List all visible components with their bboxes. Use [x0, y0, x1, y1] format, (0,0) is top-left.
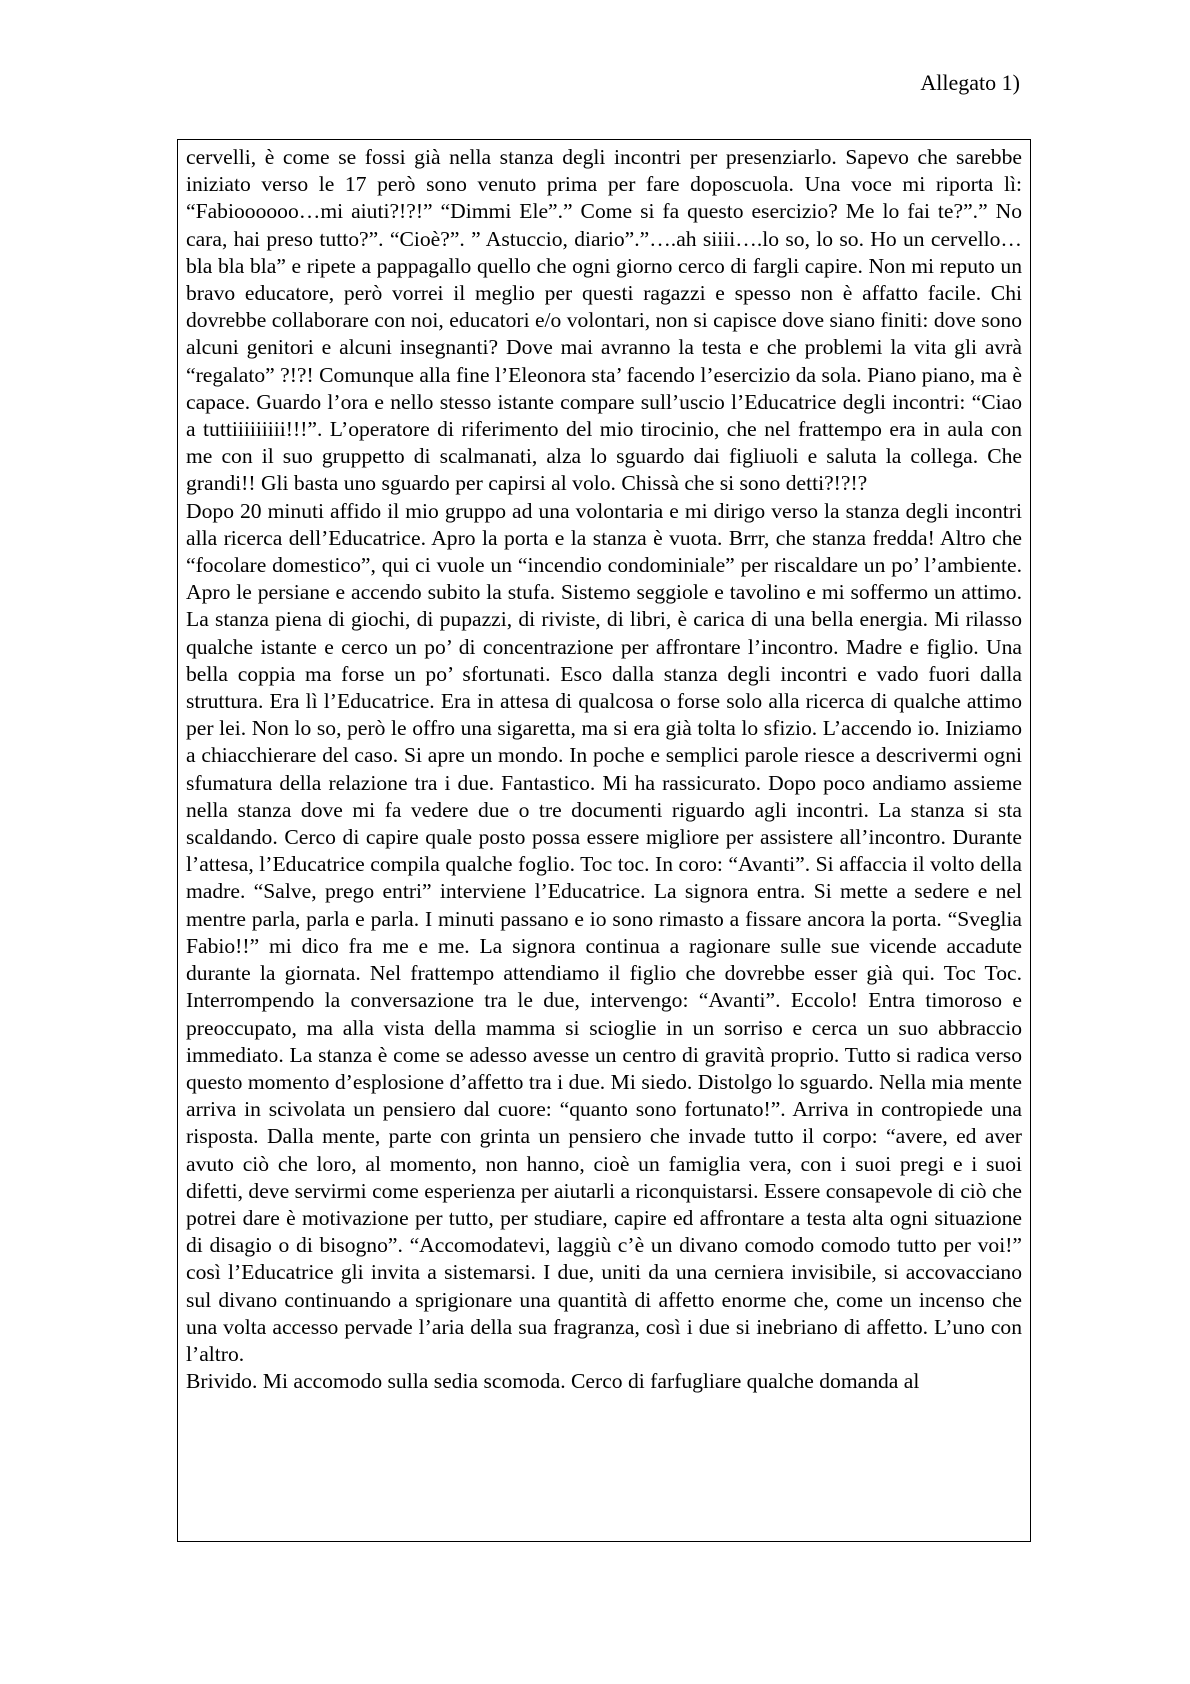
- attachment-label: Allegato 1): [920, 70, 1020, 95]
- paragraph-closing-line: Brivido. Mi accomodo sulla sedia scomoda. Cerco di farfugliare qualche domanda al: [186, 1369, 920, 1394]
- paragraph-homework-scene: cervelli, è come se fossi già nella stanza degli incontri per presenziarlo. Sapevo che sarebbe iniziato verso le 17 però sono venuto prima per fare doposcuola. Una voce mi riporta lì: “Fabioooooo…mi aiuti?!?!” “Dimmi Ele”.” Come si fa questo esercizio? Me lo fai te?”.” No cara, hai preso tutto?”. “Cioè?”. ” Astuccio, diario”.”….ah siiii….lo so, lo so. Ho un cervello…bla bla bla” e ripete a pappagallo quello che ogni giorno cerco di fargli capire. Non mi reputo un bravo educatore, però vorrei il meglio per questi ragazzi e spesso non è affatto facile. Chi dovrebbe collaborare con noi, educatori e/o volontari, non si capisce dove siano finiti: dove sono alcuni genitori e alcuni insegnanti? Dove mai avranno la testa e che problemi la vita gli avrà “regalato” ?!?! Comunque alla fine l’Eleonora sta’ facendo l’esercizio da sola. Piano piano, ma è capace. Guardo l’ora e nello stesso istante compare sull’uscio l’Educatrice degli incontri: “Ciao a tuttiiiiiiiii!!!”. L’operatore di riferimento del mio tirocinio, che nel frattempo era in aula con me con il suo gruppetto di scalmanati, alza lo sguardo dai figliuoli e saluta la collega. Che grandi!! Gli basta uno sguardo per capirsi al volo. Chissà che si sono detti?!?!?: [186, 145, 1022, 496]
- text-frame: [177, 139, 1031, 1542]
- paragraph-meeting-room: Dopo 20 minuti affido il mio gruppo ad una volontaria e mi dirigo verso la stanza degli incontri alla ricerca dell’Educatrice. Apro la porta e la stanza è vuota. Brrr, che stanza fredda! Altro che “focolare domestico”, qui ci vuole un “incendio condominiale” per riscaldare un po’ l’ambiente. Apro le persiane e accendo subito la stufa. Sistemo seggiole e tavolino e mi soffermo un attimo. La stanza piena di giochi, di pupazzi, di riviste, di libri, è carica di una bella energia. Mi rilasso qualche istante e cerco un po’ di concentrazione per affrontare l’incontro. Madre e figlio. Una bella coppia ma forse un po’ sfortunati. Esco dalla stanza degli incontri e vado fuori dalla struttura. Era lì l’Educatrice. Era in attesa di qualcosa o forse solo alla ricerca di qualche attimo per lei. Non lo so, però le offro una sigaretta, ma si era già tolta lo sfizio. L’accendo io. Iniziamo a chiacchierare del caso. Si apre un mondo. In poche e semplici parole riesce a descrivermi ogni sfumatura della relazione tra i due. Fantastico. Mi ha rassicurato. Dopo poco andiamo assieme nella stanza dove mi fa vedere due o tre documenti riguardo agli incontri. La stanza si sta scaldando. Cerco di capire quale posto possa essere migliore per assistere all’incontro. Durante l’attesa, l’Educatrice compila qualche foglio. Toc toc. In coro: “Avanti”. Si affaccia il volto della madre. “Salve, prego entri” interviene l’Educatrice. La signora entra. Si mette a sedere e nel mentre parla, parla e parla. I minuti passano e io sono rimasto a fissare ancora la porta. “Sveglia Fabio!!” mi dico fra me e me. La signora continua a ragionare sulle sue vicende accadute durante la giornata. Nel frattempo attendiamo il figlio che dovrebbe esser già qui. Toc Toc. Interrompendo la conversazione tra le due, intervengo: “Avanti”. Eccolo! Entra timoroso e preoccupato, ma alla vista della mamma si scioglie in un sorriso e cerca un suo abbraccio immediato. La stanza è come se adesso avesse un centro di gravità proprio. Tutto si radica verso questo momento d’esplosione d’affetto tra i due. Mi siedo. Distolgo lo sguardo. Nella mia mente arriva in scivolata un pensiero dal cuore: “quanto sono fortunato!”. Arriva in contropiede una risposta. Dalla mente, parte con grinta un pensiero che invade tutto il corpo: “avere, ed aver avuto ciò che loro, al momento, non hanno, cioè un famiglia vera, con i suoi pregi e i suoi difetti, deve servirmi come esperienza per aiutarli a riconquistarsi. Essere consapevole di ciò che potrei dare è motivazione per tutto, per studiare, capire ed affrontare a testa alta ogni situazione di disagio o di bisogno”. “Accomodatevi, laggiù c’è un divano comodo comodo tutto per voi!” così l’Educatrice gli invita a sistemarsi. I due, uniti da una cerniera invisibile, si accovacciano sul divano continuando a sprigionare una quantità di affetto enorme che, come un incenso che una volta accesso pervade l’aria della sua fragranza, così i due si inebriano di affetto. L’uno con l’altro.: [186, 498, 1022, 1366]
